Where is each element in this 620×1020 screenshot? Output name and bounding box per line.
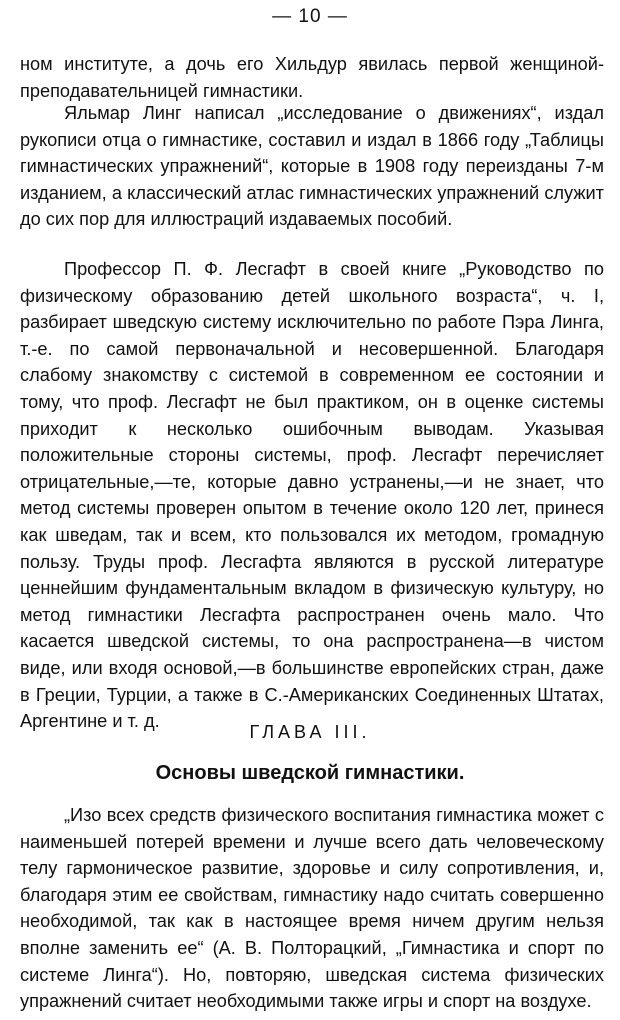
paragraph-hjalmar-ling: Яльмар Линг написал „исследование о движениях“, издал рукописи отца о гимнастике, составил и издал в 1866 году „Таблицы гимнастических упражнений“, которые в 1908 году переизданы 7-м изданием, а классический атлас гимнастических упражнений служит до сих пор для иллюстраций издаваемых пособий. xyxy=(20,103,604,230)
paragraph-quote: „Изо всех средств физического воспитания гимнастика может с наименьшей потерей времени и лучше всего дать человеческому телу гармоническое развитие, здоровье и силу сопротивления, и, благодаря этим ее свойствам, гимнастику надо считать совершенно необходимой, так как в настоящее время ничем другим нельзя вполне заменить ее“ (А. В. Полторацкий, „Гимнастика и спорт по системе Линга“). Но, повторяю, шведская система физических упражнений считает необходимыми также игры и спорт на воздухе. xyxy=(20,805,604,1012)
paragraph-continuation: ном институте, а дочь его Хильдур явилась первой женщиной-преподавательницей гимнастики. xyxy=(20,54,604,101)
page-number: — 10 — xyxy=(272,6,348,27)
chapter-heading: ГЛАВА III. xyxy=(249,722,371,742)
paragraph-lesgaft: Профессор П. Ф. Лесгафт в своей книге „Руководство по физическому образованию детей школьного возраста“, ч. I, разбирает шведскую систему исключительно по работе Пэра Линга, т.-е. по самой первоначальной и несовершенной. Благодаря слабому знакомству с системой в современном ее состоянии и тому, что проф. Лесгафт не был практиком, он в оценке системы приходит к несколько ошибочным выводам. Указывая положительные стороны системы, проф. Лесгафт перечисляет отрицательные,—те, которые давно устранены,—и не знает, что метод системы проверен опытом в течение около 120 лет, принеся как шведам, так и всем, кто пользовался их методом, громадную пользу. Труды проф. Лесгафта являются в русской литературе ценнейшим фундаментальным вкладом в физическую культуру, но метод гимнастики Лесгафта распространен очень мало. Что касается шведской системы, то она распространена—в чистом виде, или входя основой,—в большинстве европейских стран, даже в Греции, Турции, а также в С.-Американских Соединенных Штатах, Аргентине и т. д. xyxy=(20,259,604,732)
section-title: Основы шведской гимнастики. xyxy=(155,762,465,784)
